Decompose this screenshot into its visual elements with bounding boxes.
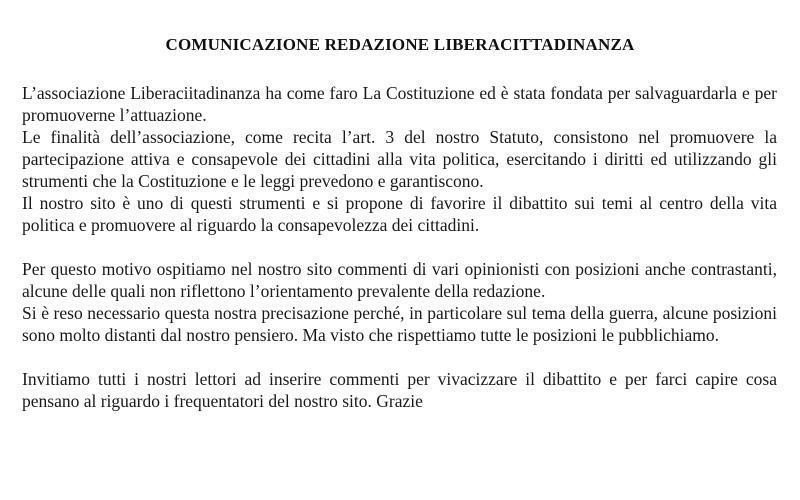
document-body xyxy=(22,82,777,412)
document-page xyxy=(0,34,800,500)
paragraph-statute-goals: Le finalità dell’associazione, come recita l’art. 3 del nostro Statuto, consistono nel promuovere la partecipazione attiva e consapevole dei cittadini alla vita politica, esercitando i diritti ed utilizzando gli strumenti che la Costituzione e le leggi prevedono e garantiscono. xyxy=(22,127,777,191)
paragraph-spacer xyxy=(22,346,777,368)
document-title: COMUNICAZIONE REDAZIONE LIBERACITTADINANZA xyxy=(165,35,635,54)
paragraph-invitation: Invitiamo tutti i nostri lettori ad inserire commenti per vivacizzare il dibattito e per farci capire cosa pensano al riguardo i frequentatori del nostro sito. Grazie xyxy=(22,369,777,411)
paragraph-spacer xyxy=(22,236,777,258)
paragraph-opinionists: Per questo motivo ospitiamo nel nostro sito commenti di vari opinionisti con posizioni anche contrastanti, alcune delle quali non riflettono l’orientamento prevalente della redazione. xyxy=(22,259,777,301)
paragraph-site-purpose: Il nostro sito è uno di questi strumenti e si propone di favorire il dibattito sui temi al centro della vita politica e promuovere al riguardo la consapevolezza dei cittadini. xyxy=(22,193,777,235)
paragraph-clarification: Si è reso necessario questa nostra precisazione perché, in particolare sul tema della guerra, alcune posizioni sono molto distanti dal nostro pensiero. Ma visto che rispettiamo tutte le posizioni le pubblichiamo. xyxy=(22,303,777,345)
paragraph-association-intro: L’associazione Liberaciitadinanza ha come faro La Costituzione ed è stata fondata per salvaguardarla e per promuoverne l’attuazione. xyxy=(22,83,777,125)
